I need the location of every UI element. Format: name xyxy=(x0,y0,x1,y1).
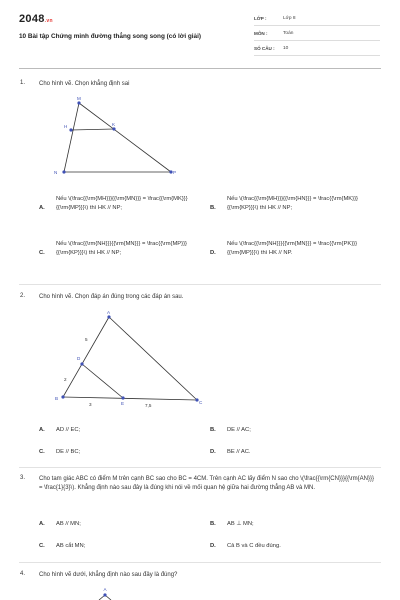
question-text: Cho hình vẽ dưới, khẳng định nào sau đây là đúng? xyxy=(39,572,178,578)
label-m: M xyxy=(77,96,81,101)
length-ec: 7,5 xyxy=(145,403,152,408)
label-n: N xyxy=(54,170,58,175)
question-text: Cho tam giác ABC có điểm M trên cạnh BC sao cho BC = 4CM. Trên cạnh AC lấy điểm N sao cho \(\frac{{\rm{CN}}}{{\rm{AN}}} = \frac{1}{3}\). Khẳng định nào sau đây là đúng khi nói về mối quan hệ giữa hai đường thẳng AB và MN. xyxy=(39,476,374,491)
length-ad: 5 xyxy=(85,337,88,342)
label-c: C xyxy=(199,400,203,405)
label-a: A xyxy=(107,310,111,315)
figure-q4 xyxy=(90,584,130,600)
label-p: P xyxy=(173,170,177,175)
figure-q1 xyxy=(48,95,188,185)
page-title: 10 Bài tập Chứng minh đường thẳng song song (có lời giải) xyxy=(19,33,202,40)
label-b: B xyxy=(55,396,59,401)
document-header: 2048.vn 10 Bài tập Chứng minh đường thẳng song song (có lời giải) LỚP : Lớp 8 MÔN : Toán SỐ CÂU : 10 xyxy=(0,0,400,70)
length-db: 2 xyxy=(64,377,67,382)
label-h: H xyxy=(64,124,68,129)
label-k: K xyxy=(112,122,116,127)
label-a: A xyxy=(103,587,107,592)
figure-q2 xyxy=(48,308,218,413)
label-d: D xyxy=(77,356,81,361)
question-text: Cho hình vẽ. Chọn khẳng định sai xyxy=(39,81,130,87)
label-e: E xyxy=(121,401,125,406)
question-text: Cho hình vẽ. Chọn đáp án đúng trong các đáp án sau. xyxy=(39,294,184,300)
length-be: 3 xyxy=(89,402,92,407)
site-logo[interactable]: 2048.vn xyxy=(19,13,53,25)
